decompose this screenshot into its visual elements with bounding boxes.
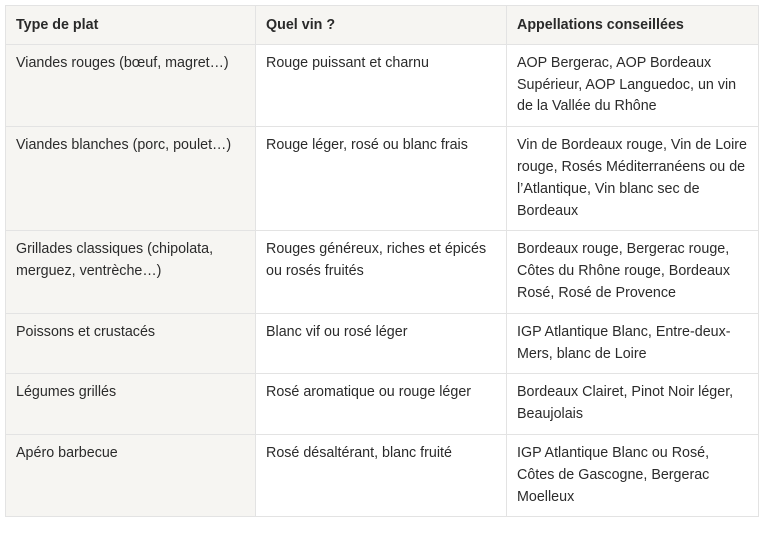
header-dish-type: Type de plat [6, 6, 256, 45]
wine-cell: Rouge léger, rosé ou blanc frais [256, 127, 507, 231]
table-row [6, 127, 759, 231]
appellations-cell: Vin de Bordeaux rouge, Vin de Loire rouge, Rosés Méditerranéens ou de l’Atlantique, Vin blanc sec de Bordeaux [507, 127, 759, 231]
table-body [6, 44, 759, 517]
dish-cell: Poissons et crustacés [6, 313, 256, 374]
header-row [6, 6, 759, 45]
table-row [6, 434, 759, 516]
dish-cell: Viandes blanches (porc, poulet…) [6, 127, 256, 231]
wine-cell: Rosé aromatique ou rouge léger [256, 374, 507, 435]
dish-cell: Grillades classiques (chipolata, merguez, ventrèche…) [6, 231, 256, 313]
table-header [6, 6, 759, 45]
header-appellations: Appellations conseillées [507, 6, 759, 45]
appellations-cell: Bordeaux Clairet, Pinot Noir léger, Beaujolais [507, 374, 759, 435]
dish-cell: Apéro barbecue [6, 434, 256, 516]
dish-cell: Viandes rouges (bœuf, magret…) [6, 44, 256, 126]
appellations-cell: IGP Atlantique Blanc ou Rosé, Côtes de Gascogne, Bergerac Moelleux [507, 434, 759, 516]
appellations-cell: IGP Atlantique Blanc, Entre-deux-Mers, blanc de Loire [507, 313, 759, 374]
wine-pairing-table [5, 5, 759, 517]
appellations-cell: Bordeaux rouge, Bergerac rouge, Côtes du Rhône rouge, Bordeaux Rosé, Rosé de Provence [507, 231, 759, 313]
wine-cell: Rosé désaltérant, blanc fruité [256, 434, 507, 516]
wine-cell: Rouge puissant et charnu [256, 44, 507, 126]
table-row [6, 313, 759, 374]
table-row [6, 231, 759, 313]
dish-cell: Légumes grillés [6, 374, 256, 435]
table-row [6, 44, 759, 126]
appellations-cell: AOP Bergerac, AOP Bordeaux Supérieur, AOP Languedoc, un vin de la Vallée du Rhône [507, 44, 759, 126]
wine-cell: Blanc vif ou rosé léger [256, 313, 507, 374]
table-row [6, 374, 759, 435]
header-which-wine: Quel vin ? [256, 6, 507, 45]
wine-cell: Rouges généreux, riches et épicés ou rosés fruités [256, 231, 507, 313]
